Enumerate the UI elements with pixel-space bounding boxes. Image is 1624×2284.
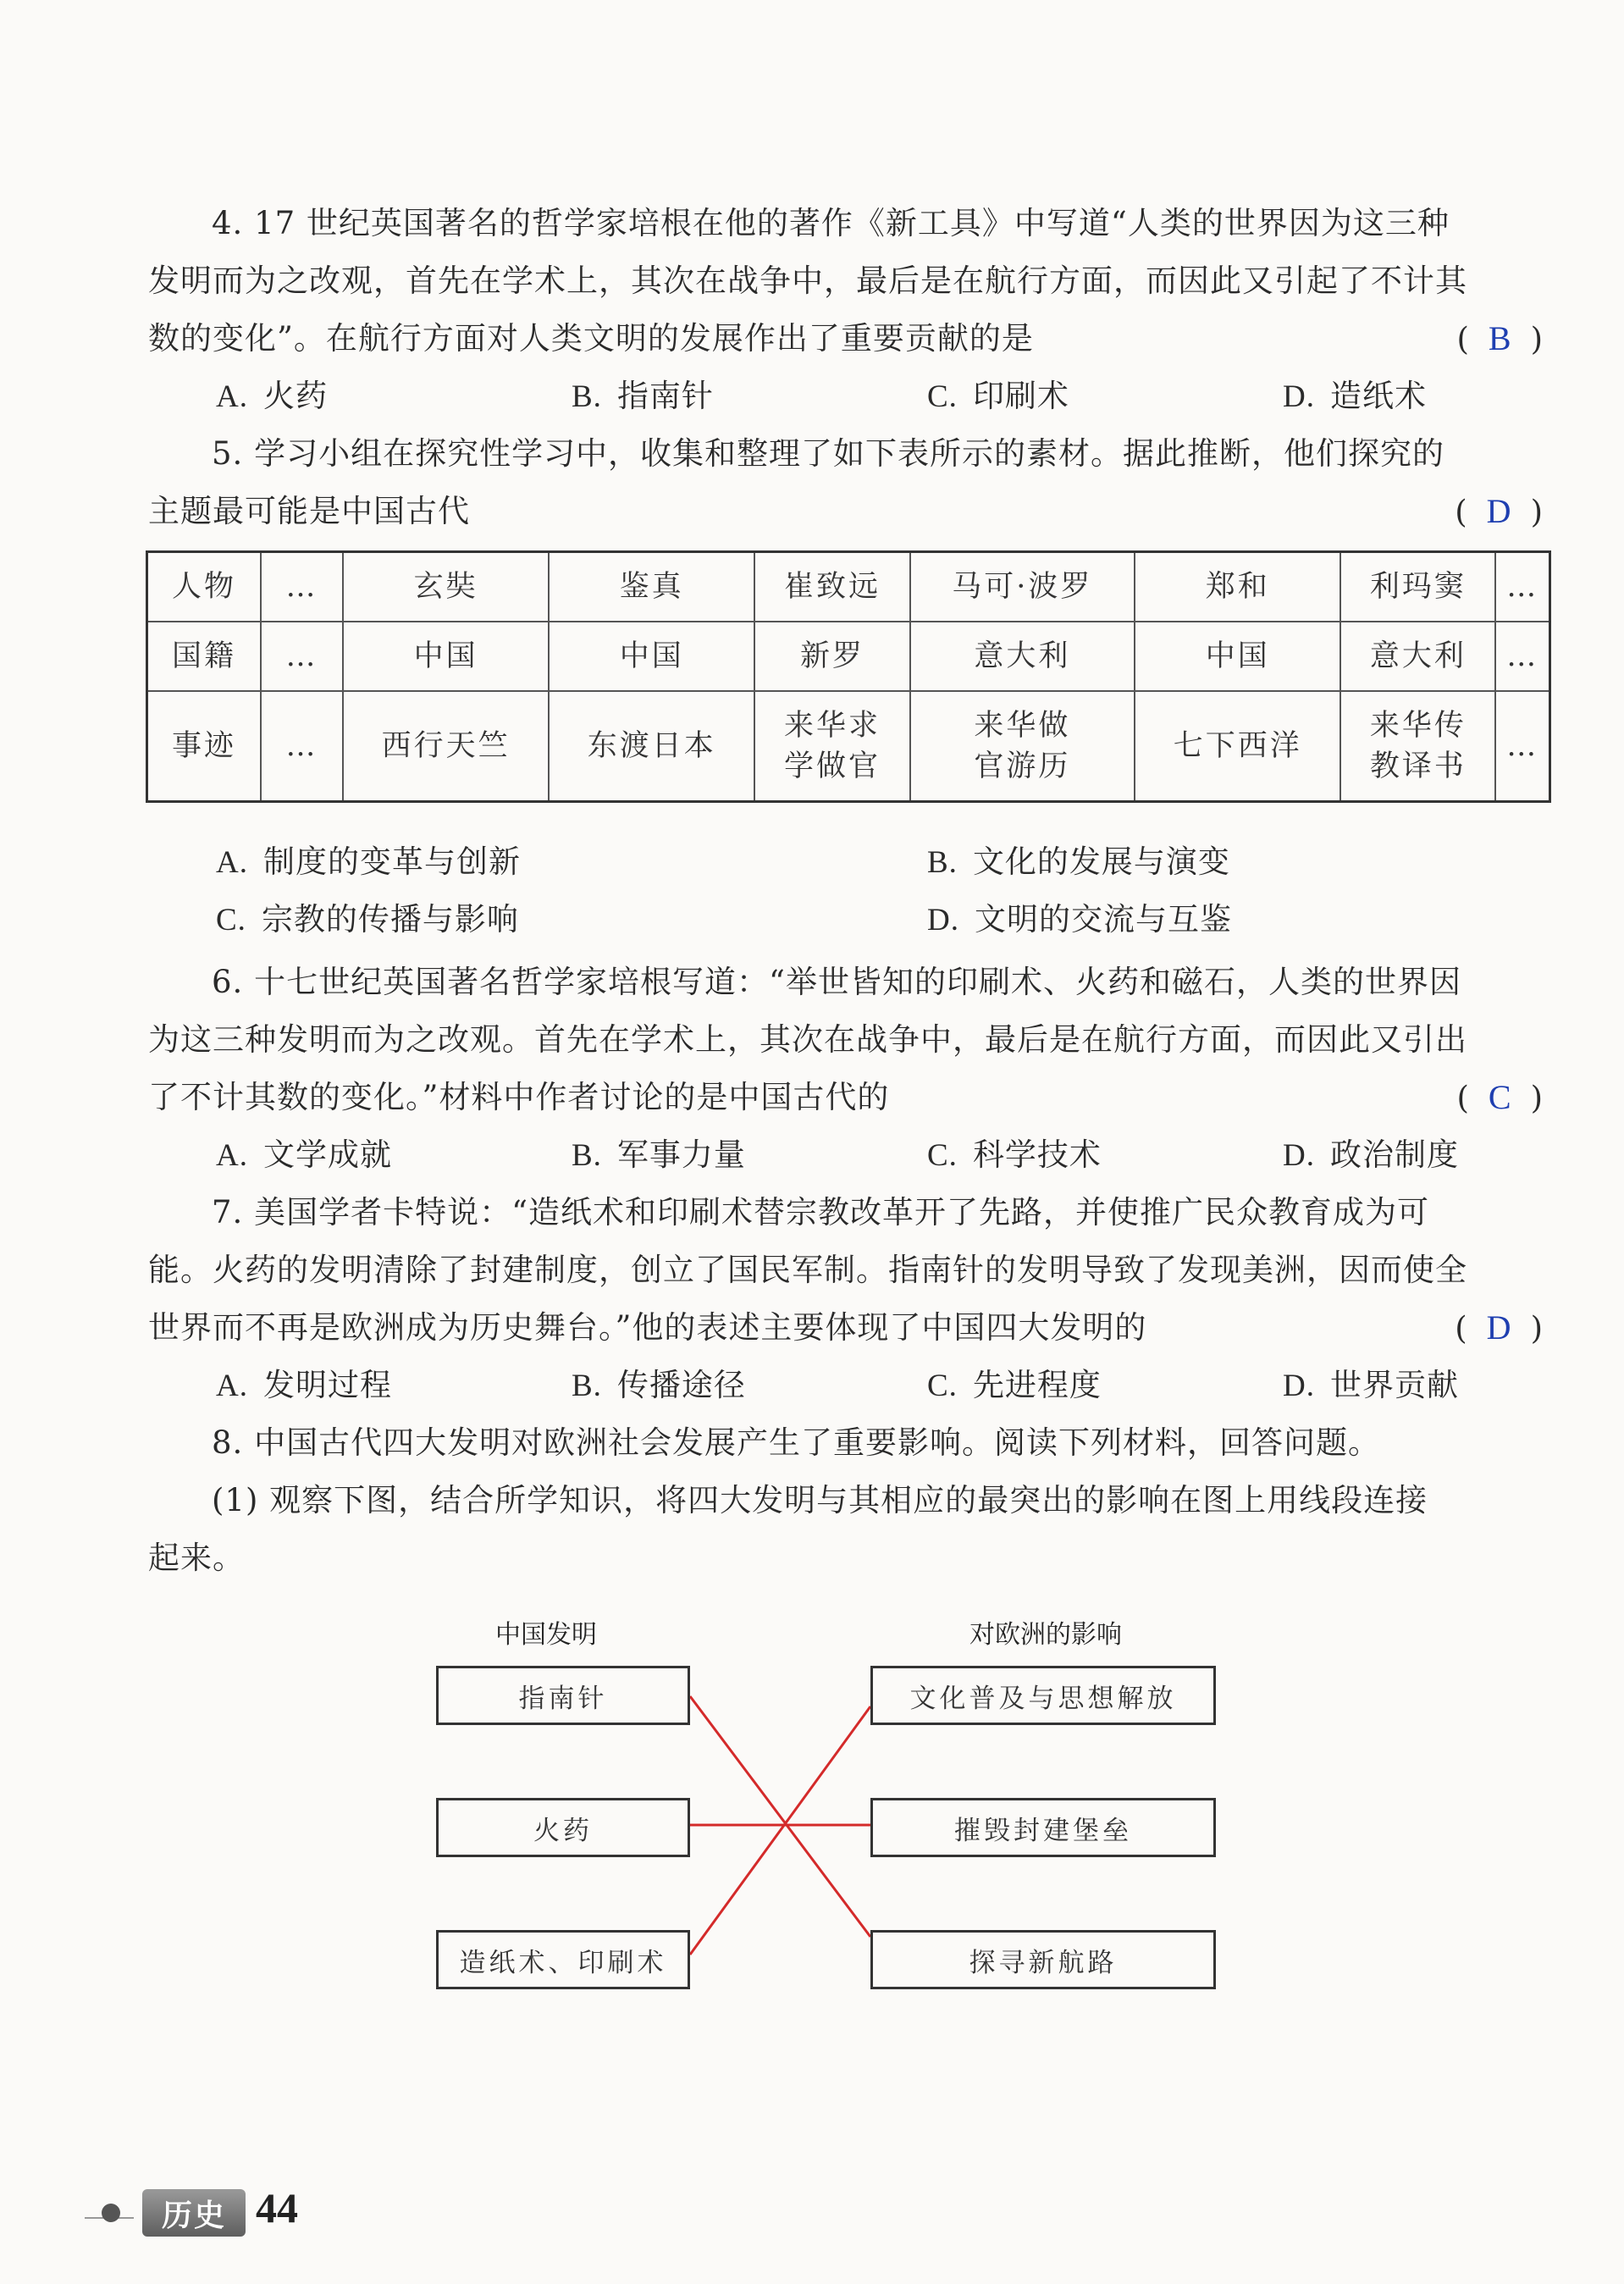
option-key: D.: [1283, 1369, 1315, 1403]
option-key: D.: [927, 903, 959, 937]
table-cell: …: [261, 622, 343, 691]
table-cell: 马可·波罗: [910, 552, 1135, 622]
table-cell: [1340, 691, 1495, 802]
q6-answer-bracket: ( C ): [1456, 1078, 1544, 1116]
option-key: B.: [572, 379, 602, 414]
table-cell: 崔致远: [754, 552, 909, 622]
option-key: A.: [216, 845, 248, 880]
option-key: A.: [216, 379, 248, 414]
option-text: 宗教的传播与影响: [261, 901, 519, 937]
table-cell: 中国: [549, 622, 754, 691]
option-key: D.: [1283, 379, 1315, 414]
left-box-paper-printing: 造纸术、印刷术: [436, 1930, 690, 1989]
cell-line: 来华做: [974, 709, 1071, 743]
q4-line-1: 4. 17 世纪英国著名的哲学家培根在他的著作《新工具》中写道“人类的世界因为这三种: [212, 205, 1450, 241]
option-text: 制度的变革与创新: [262, 843, 521, 880]
table-cell: 鉴真: [549, 552, 754, 622]
option-key: A.: [216, 1138, 248, 1173]
table-cell: …: [1495, 691, 1549, 802]
option-key: B.: [927, 845, 958, 880]
option-text: 火药: [262, 378, 328, 414]
option-text: 印刷术: [972, 378, 1069, 414]
q8-line-1: 8. 中国古代四大发明对欧洲社会发展产生了重要影响。阅读下列材料，回答问题。: [212, 1424, 1381, 1461]
q8-line-3: 起来。: [148, 1540, 245, 1576]
q5-answer: D: [1486, 492, 1512, 530]
table-cell: [910, 691, 1135, 802]
left-box-gunpowder: 火药: [436, 1798, 690, 1857]
table-header-cell: 人物: [147, 552, 262, 622]
option-text: 世界贡献: [1329, 1367, 1459, 1403]
option-text: 指南针: [616, 378, 714, 414]
option-key: D.: [1283, 1138, 1315, 1173]
q6-line-1: 6. 十七世纪英国著名哲学家培根写道：“举世皆知的印刷术、火药和磁石，人类的世界因: [212, 964, 1461, 1000]
option-key: C.: [927, 1138, 958, 1173]
table-cell: …: [261, 552, 343, 622]
line-compass-to-navigation: [690, 1696, 870, 1937]
table-cell: 意大利: [1340, 622, 1495, 691]
q4-option-b: [572, 368, 714, 426]
subject-badge: 历史: [142, 2189, 246, 2237]
table-header-cell: 国籍: [147, 622, 262, 691]
option-text: 文化的发展与演变: [972, 843, 1230, 880]
q5-option-c: [216, 891, 519, 949]
q5-answer-bracket: ( D ): [1455, 492, 1544, 530]
option-text: 政治制度: [1329, 1136, 1459, 1173]
table-cell: 七下西洋: [1135, 691, 1340, 802]
option-text: 先进程度: [972, 1367, 1102, 1403]
table-cell: 东渡日本: [549, 691, 754, 802]
table-cell: …: [1495, 622, 1549, 691]
q6-option-d: [1283, 1126, 1459, 1185]
table-row: [147, 691, 1550, 802]
table-cell: 中国: [343, 622, 549, 691]
cell-line: 学做官: [783, 749, 881, 783]
q6-option-a: [216, 1126, 392, 1185]
option-text: 军事力量: [616, 1136, 746, 1173]
right-box-feudal: 摧毁封建堡垒: [870, 1798, 1216, 1857]
q8-line-2: (1) 观察下图，结合所学知识，将四大发明与其相应的最突出的影响在图上用线段连接: [212, 1482, 1428, 1518]
option-key: B.: [572, 1138, 602, 1173]
table-cell: 意大利: [910, 622, 1135, 691]
q7-line-1: 7. 美国学者卡特说：“造纸术和印刷术替宗教改革开了先路，并使推广民众教育成为可: [212, 1194, 1429, 1230]
option-text: 文明的交流与互鉴: [974, 901, 1232, 937]
table-cell: 玄奘: [343, 552, 549, 622]
q5-source-table: [146, 550, 1551, 803]
q5-line-1: 5. 学习小组在探究性学习中，收集和整理了如下表所示的素材。据此推断，他们探究的: [212, 435, 1445, 472]
q6-line-3: 了不计其数的变化。”材料中作者讨论的是中国古代的: [148, 1079, 890, 1115]
option-key: B.: [572, 1369, 602, 1403]
option-key: C.: [216, 903, 246, 937]
q4-option-a: [216, 368, 328, 426]
q4-option-d: [1283, 368, 1427, 426]
option-text: 科学技术: [972, 1136, 1102, 1173]
cell-line: 来华传: [1369, 709, 1467, 743]
diagram-right-title: 对欧洲的影响: [969, 1620, 1122, 1650]
q4-option-c: [927, 368, 1069, 426]
table-cell: …: [261, 691, 343, 802]
q6-answer: C: [1488, 1078, 1512, 1116]
line-printing-to-culture: [690, 1706, 870, 1955]
q7-answer-bracket: ( D ): [1455, 1308, 1544, 1347]
diagram-left-title: 中国发明: [495, 1620, 597, 1650]
option-text: 造纸术: [1329, 378, 1427, 414]
q6-option-c: [927, 1126, 1102, 1185]
right-box-navigation: 探寻新航路: [870, 1930, 1216, 1989]
option-key: C.: [927, 379, 958, 414]
q6-line-2: 为这三种发明而为之改观。首先在学术上，其次在战争中，最后是在航行方面，而因此又引出: [148, 1021, 1467, 1058]
q5-line-2: 主题最可能是中国古代: [148, 493, 470, 529]
q6-option-b: [572, 1126, 746, 1185]
table-row: [147, 552, 1550, 622]
cell-line: 官游历: [974, 749, 1071, 783]
q5-option-a: [216, 833, 521, 892]
q4-line-2: 发明而为之改观，首先在学术上，其次在战争中，最后是在航行方面，而因此又引起了不计其: [148, 263, 1467, 299]
q4-answer: B: [1488, 319, 1512, 357]
table-cell: 西行天竺: [343, 691, 549, 802]
q5-option-b: [927, 833, 1230, 892]
table-cell: [754, 691, 909, 802]
table-cell: 新罗: [754, 622, 909, 691]
q7-answer: D: [1486, 1308, 1512, 1347]
q5-option-d: [927, 891, 1232, 949]
cell-line: 教译书: [1369, 749, 1467, 783]
q7-line-2: 能。火药的发明清除了封建制度，创立了国民军制。指南针的发明导致了发现美洲，因而使全: [148, 1252, 1467, 1288]
cell-line: 来华求: [783, 709, 881, 743]
matching-diagram: [423, 1613, 1236, 2011]
option-text: 发明过程: [262, 1367, 392, 1403]
table-cell: 郑和: [1135, 552, 1340, 622]
q7-option-d: [1283, 1357, 1459, 1415]
option-text: 传播途径: [616, 1367, 746, 1403]
page-number: 44: [256, 2184, 298, 2231]
left-box-compass: 指南针: [436, 1666, 690, 1725]
q7-option-b: [572, 1357, 746, 1415]
table-row: [147, 622, 1550, 691]
table-header-cell: 事迹: [147, 691, 262, 802]
q7-option-a: [216, 1357, 392, 1415]
option-key: A.: [216, 1369, 248, 1403]
q7-option-c: [927, 1357, 1102, 1415]
right-box-culture: 文化普及与思想解放: [870, 1666, 1216, 1725]
q4-line-3: 数的变化”。在航行方面对人类文明的发展作出了重要贡献的是: [148, 320, 1034, 357]
q7-line-3: 世界而不再是欧洲成为历史舞台。”他的表述主要体现了中国四大发明的: [148, 1309, 1147, 1346]
table-cell: 利玛窦: [1340, 552, 1495, 622]
option-key: C.: [927, 1369, 958, 1403]
table-cell: …: [1495, 552, 1549, 622]
option-text: 文学成就: [262, 1136, 392, 1173]
table-cell: 中国: [1135, 622, 1340, 691]
footer-bullet-icon: [102, 2204, 120, 2222]
q4-answer-bracket: ( B ): [1456, 319, 1544, 357]
